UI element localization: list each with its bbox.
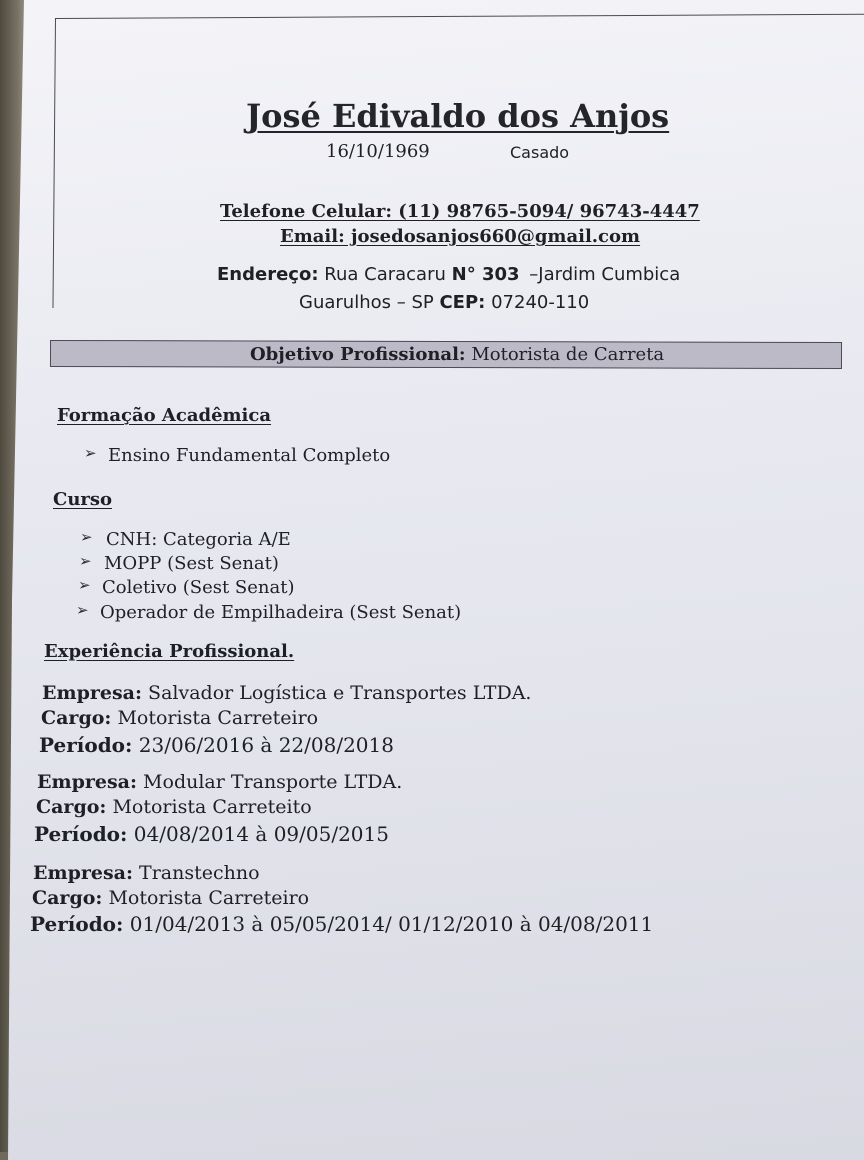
address-line <box>217 266 680 284</box>
role-label: Cargo: <box>36 796 107 818</box>
bullet-arrow-icon: ➢ <box>84 444 97 462</box>
job-period-line <box>30 914 653 934</box>
address-number: N° 303 <box>451 264 520 285</box>
birth-date: 16/10/1969 <box>326 141 430 162</box>
role-label: Cargo: <box>32 887 103 909</box>
job-role: Motorista Carreteiro <box>117 707 319 729</box>
objective-value: Motorista de Carreta <box>471 344 665 365</box>
education-item: Ensino Fundamental Completo <box>108 445 391 466</box>
role-label: Cargo: <box>41 707 112 729</box>
job-period: 04/08/2014 à 09/05/2015 <box>133 822 389 846</box>
job-company-line <box>42 684 531 703</box>
period-label: Período: <box>39 733 133 757</box>
objective-label: Objetivo Profissional: <box>250 344 466 365</box>
phone-line: Telefone Celular: (11) 98765-5094/ 96743-4447 <box>220 201 700 222</box>
job-period: 01/04/2013 à 05/05/2014/ 01/12/2010 à 04/08/2011 <box>129 912 654 936</box>
address-city: Guarulhos – SP <box>299 292 434 313</box>
bullet-arrow-icon: ➢ <box>80 528 93 546</box>
job-role-line <box>36 798 312 817</box>
job-role-line <box>41 709 318 728</box>
job-company: Modular Transporte LTDA. <box>143 771 403 793</box>
job-period-line <box>39 735 394 755</box>
job-period: 23/06/2016 à 22/08/2018 <box>138 733 394 757</box>
job-company: Salvador Logística e Transportes LTDA. <box>148 682 532 704</box>
job-company-line <box>33 864 260 883</box>
cep-value: 07240-110 <box>491 292 590 313</box>
address-street: Rua Caracaru <box>324 264 446 285</box>
period-label: Período: <box>34 822 128 846</box>
marital-status: Casado <box>510 143 570 162</box>
courses-heading: Curso <box>53 489 113 510</box>
education-heading: Formação Acadêmica <box>57 405 272 426</box>
company-label: Empresa: <box>42 682 142 704</box>
course-item: Coletivo (Sest Senat) <box>102 577 295 598</box>
job-role: Motorista Carreteiro <box>108 887 310 909</box>
city-line <box>299 294 589 312</box>
bullet-arrow-icon: ➢ <box>76 601 89 619</box>
bullet-arrow-icon: ➢ <box>79 552 92 570</box>
bullet-arrow-icon: ➢ <box>78 576 91 594</box>
company-label: Empresa: <box>37 771 137 793</box>
cep-label: CEP: <box>439 292 486 313</box>
period-label: Período: <box>30 912 124 936</box>
job-period-line <box>34 824 389 844</box>
company-label: Empresa: <box>33 862 133 884</box>
objective-line <box>250 346 664 364</box>
candidate-name: José Edivaldo dos Anjos <box>246 97 670 135</box>
experience-heading: Experiência Profissional. <box>44 641 295 662</box>
address-district: –Jardim Cumbica <box>529 264 681 285</box>
job-role-line <box>32 889 309 908</box>
course-item: CNH: Categoria A/E <box>106 529 291 550</box>
course-item: Operador de Empilhadeira (Sest Senat) <box>100 602 462 623</box>
job-role: Motorista Carreteito <box>112 796 312 818</box>
job-company: Transtechno <box>139 862 260 884</box>
email-line: Email: josedosanjos660@gmail.com <box>280 226 641 247</box>
course-item: MOPP (Sest Senat) <box>104 553 279 574</box>
job-company-line <box>37 773 402 792</box>
address-label: Endereço: <box>217 264 319 285</box>
